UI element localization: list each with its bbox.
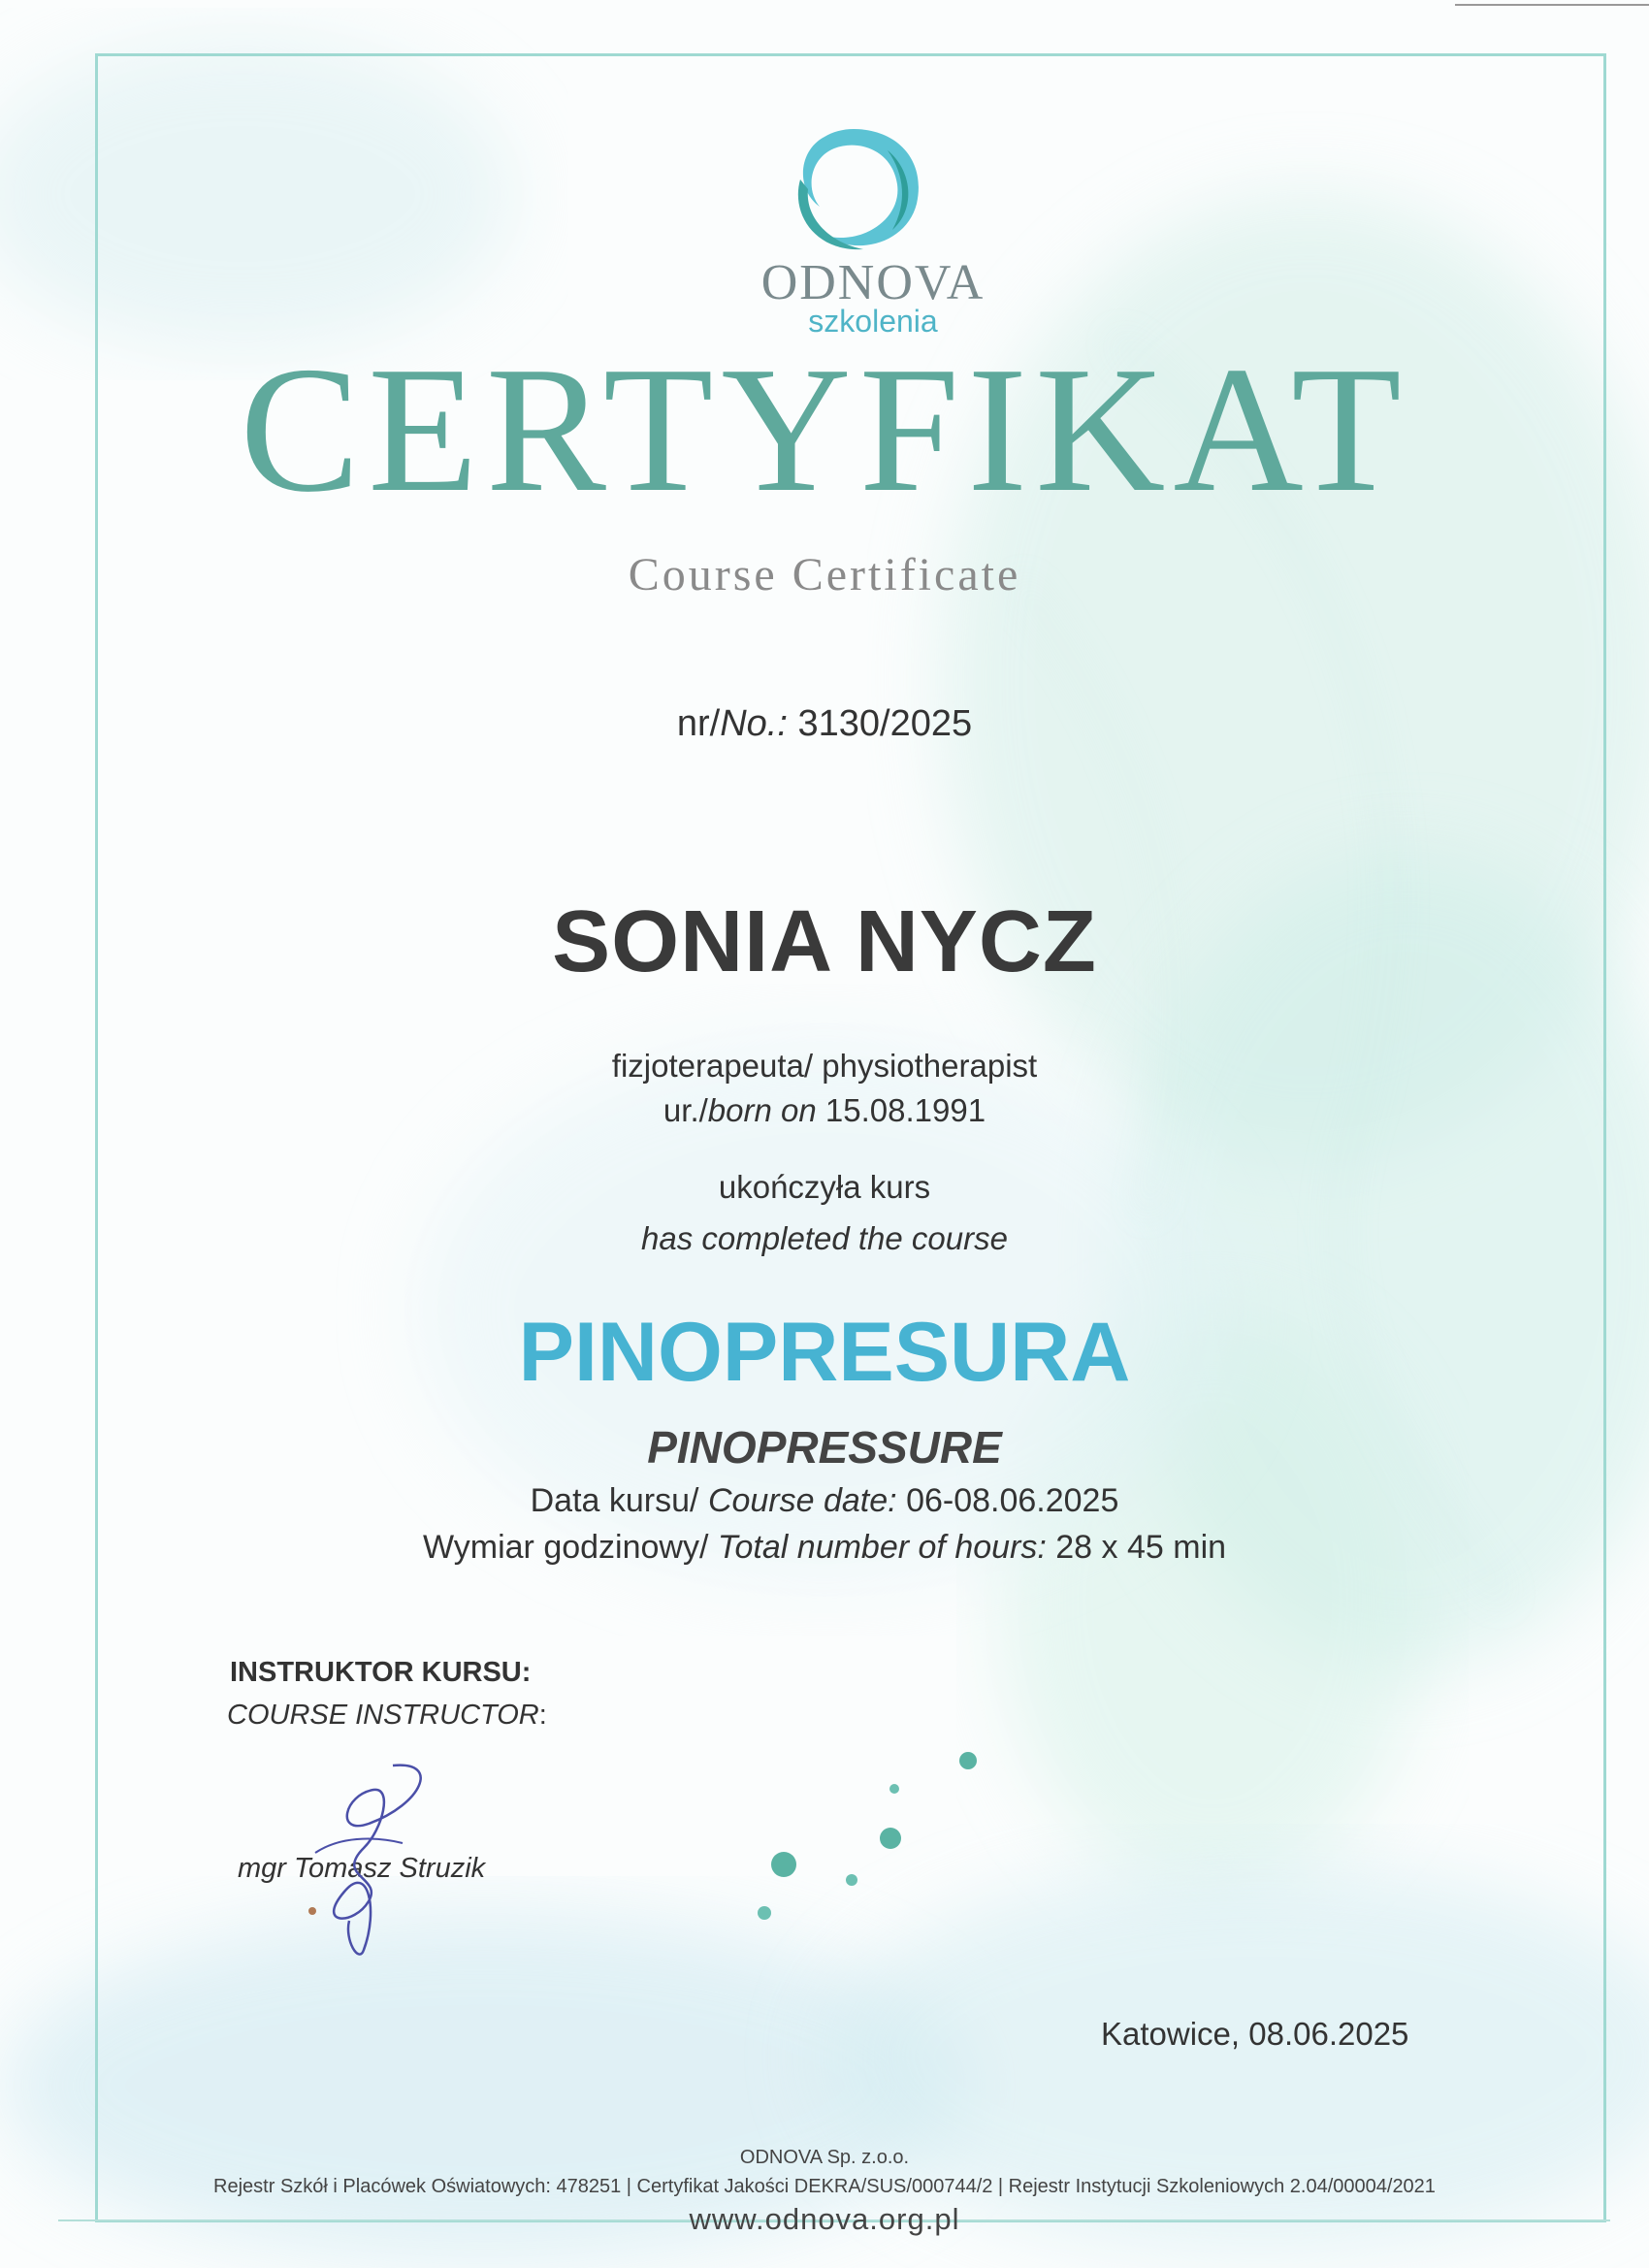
number-value: 3130/2025 <box>797 703 973 744</box>
course-hours-label-pl: Wymiar godzinowy/ <box>422 1529 709 1566</box>
instructor-label-colon: : <box>538 1700 547 1731</box>
born-label-pl: ur./ <box>663 1092 708 1128</box>
number-separator: : <box>777 703 788 744</box>
brand-subtitle: szkolenia <box>808 304 938 339</box>
course-name-en: PINOPRESSURE <box>647 1422 1002 1473</box>
certificate-number <box>0 703 1649 745</box>
footer-registry: Rejestr Szkół i Placówek Oświatowych: 478251 | Certyfikat Jakości DEKRA/SUS/000744/2 | Rejestr Instytucji Szkoleniowych 2.04/00004/2021 <box>213 2176 1436 2197</box>
number-label-pl: nr/ <box>676 703 721 744</box>
born-label-en: born on <box>707 1092 817 1128</box>
brand-name: ODNOVA <box>760 255 986 310</box>
instructor-label-en-text: COURSE INSTRUCTOR <box>227 1700 539 1731</box>
recipient-name: SONIA NYCZ <box>552 893 1097 990</box>
recipient-birthdate <box>0 1092 1649 1129</box>
number-label-en: No. <box>720 703 778 744</box>
course-date-label-pl: Data kursu/ <box>530 1482 699 1519</box>
course-date <box>0 1482 1649 1520</box>
scan-edge-line <box>1455 4 1649 6</box>
course-date-value: 06-08.06.2025 <box>906 1482 1119 1519</box>
born-date: 15.08.1991 <box>824 1092 986 1128</box>
swirl-circle-logo-icon <box>771 121 936 257</box>
course-hours-value: 28 x 45 min <box>1055 1529 1227 1566</box>
issue-place-date: Katowice, 08.06.2025 <box>1101 2016 1409 2052</box>
course-name: PINOPRESURA <box>518 1306 1131 1399</box>
course-date-label-en: Course date: <box>707 1482 897 1519</box>
certificate-subtitle: Course Certificate <box>628 549 1021 600</box>
instructor-label-en <box>227 1700 547 1732</box>
completion-text-en: has completed the course <box>641 1220 1008 1256</box>
instructor-name: mgr Tomasz Struzik <box>238 1853 486 1884</box>
signature-icon <box>276 1756 451 1969</box>
course-hours-label-en: Total number of hours: <box>717 1529 1047 1566</box>
instructor-label-pl: INSTRUKTOR KURSU: <box>230 1657 532 1688</box>
footer-company: ODNOVA Sp. z.o.o. <box>739 2147 910 2168</box>
certificate-title: CERTYFIKAT <box>240 330 1409 530</box>
recipient-profession: fizjoterapeuta/ physiotherapist <box>611 1048 1038 1084</box>
footer-website: www.odnova.org.pl <box>689 2202 960 2236</box>
course-hours <box>0 1529 1649 1567</box>
completion-text-pl: ukończyła kurs <box>718 1169 931 1205</box>
